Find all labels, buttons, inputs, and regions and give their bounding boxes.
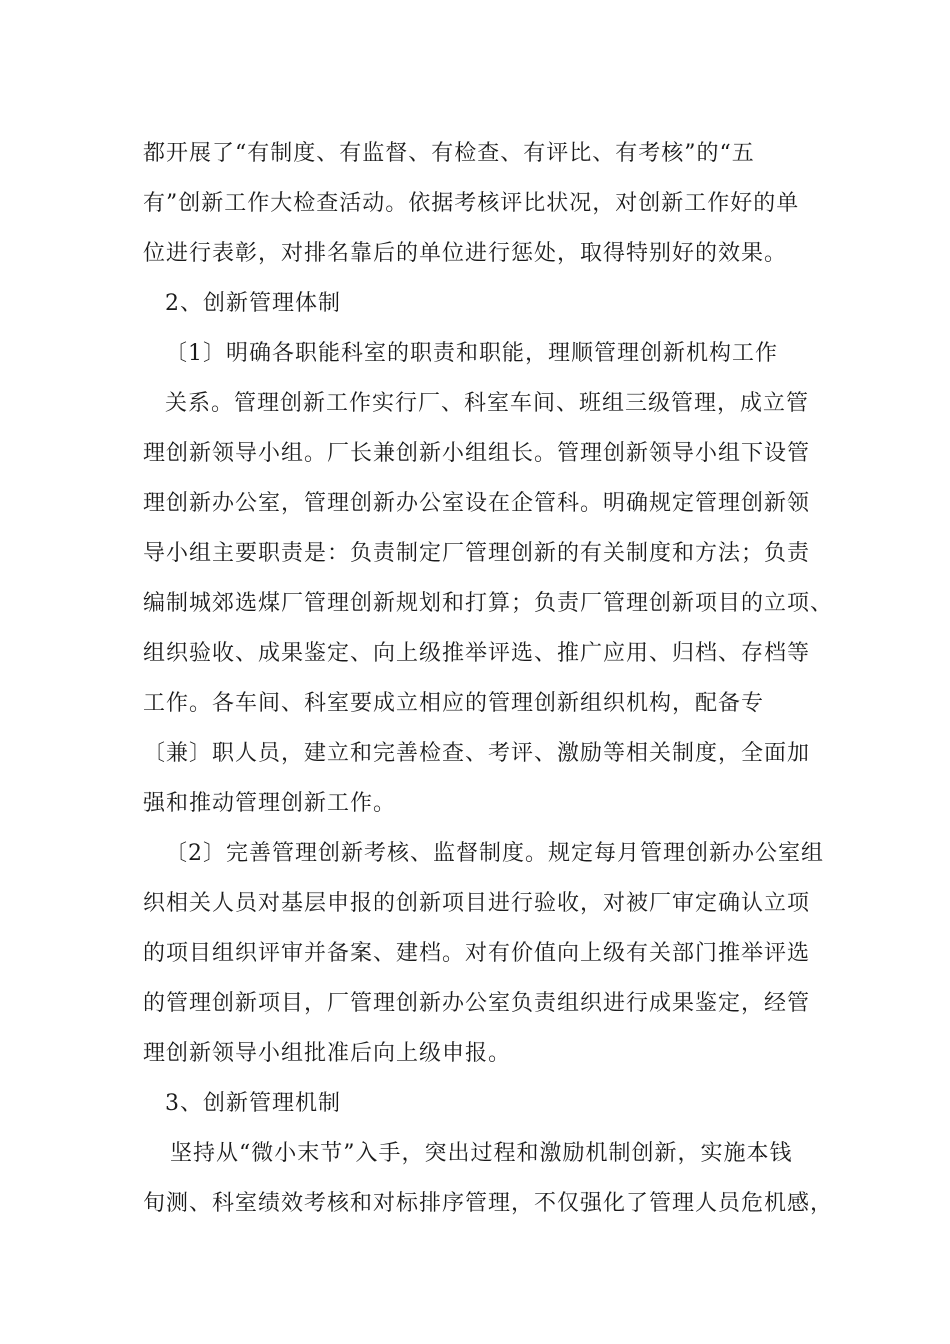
paragraph-line: 〔1〕明确各职能科室的职责和职能，理顺管理创新机构工作 <box>165 341 778 366</box>
paragraph-line: 〔兼〕职人员，建立和完善检查、考评、激励等相关制度，全面加 <box>143 741 811 766</box>
paragraph-line: 理创新办公室，管理创新办公室设在企管科。明确规定管理创新领 <box>143 491 811 516</box>
paragraph-line: 位进行表彰，对排名靠后的单位进行惩处，取得特别好的效果。 <box>143 241 788 266</box>
paragraph-line: 组织验收、成果鉴定、向上级推举评选、推广应用、归档、存档等 <box>143 641 811 666</box>
paragraph-line: 都开展了“有制度、有监督、有检查、有评比、有考核”的“五 <box>143 141 755 166</box>
section-heading: 3、创新管理机制 <box>165 1091 341 1116</box>
paragraph-line: 织相关人员对基层申报的创新项目进行验收，对被厂审定确认立项 <box>143 891 811 916</box>
paragraph-line: 导小组主要职责是：负责制定厂管理创新的有关制度和方法；负责 <box>143 541 811 566</box>
paragraph-line: 理创新领导小组。厂长兼创新小组组长。管理创新领导小组下设管 <box>143 441 811 466</box>
section-heading: 2、创新管理体制 <box>165 291 341 316</box>
paragraph-line: 有”创新工作大检查活动。依据考核评比状况，对创新工作好的单 <box>143 191 800 216</box>
paragraph-line: 理创新领导小组批准后向上级申报。 <box>143 1041 512 1066</box>
paragraph-line: 强和推动管理创新工作。 <box>143 791 397 816</box>
paragraph-line: 〔2〕完善管理创新考核、监督制度。规定每月管理创新办公室组 <box>165 841 824 866</box>
paragraph-line: 坚持从“微小末节”入手，突出过程和激励机制创新，实施本钱 <box>170 1141 793 1166</box>
paragraph-line: 工作。各车间、科室要成立相应的管理创新组织机构，配备专 <box>143 691 765 716</box>
paragraph-line: 旬测、科室绩效考核和对标排序管理，不仅强化了管理人员危机感， <box>143 1191 834 1216</box>
paragraph-line: 编制城郊选煤厂管理创新规划和打算；负责厂管理创新项目的立项、 <box>143 591 834 616</box>
paragraph-line: 的项目组织评审并备案、建档。对有价值向上级有关部门推举评选 <box>143 941 811 966</box>
paragraph-line: 关系。管理创新工作实行厂、科室车间、班组三级管理，成立管 <box>165 391 810 416</box>
paragraph-line: 的管理创新项目，厂管理创新办公室负责组织进行成果鉴定，经管 <box>143 991 811 1016</box>
